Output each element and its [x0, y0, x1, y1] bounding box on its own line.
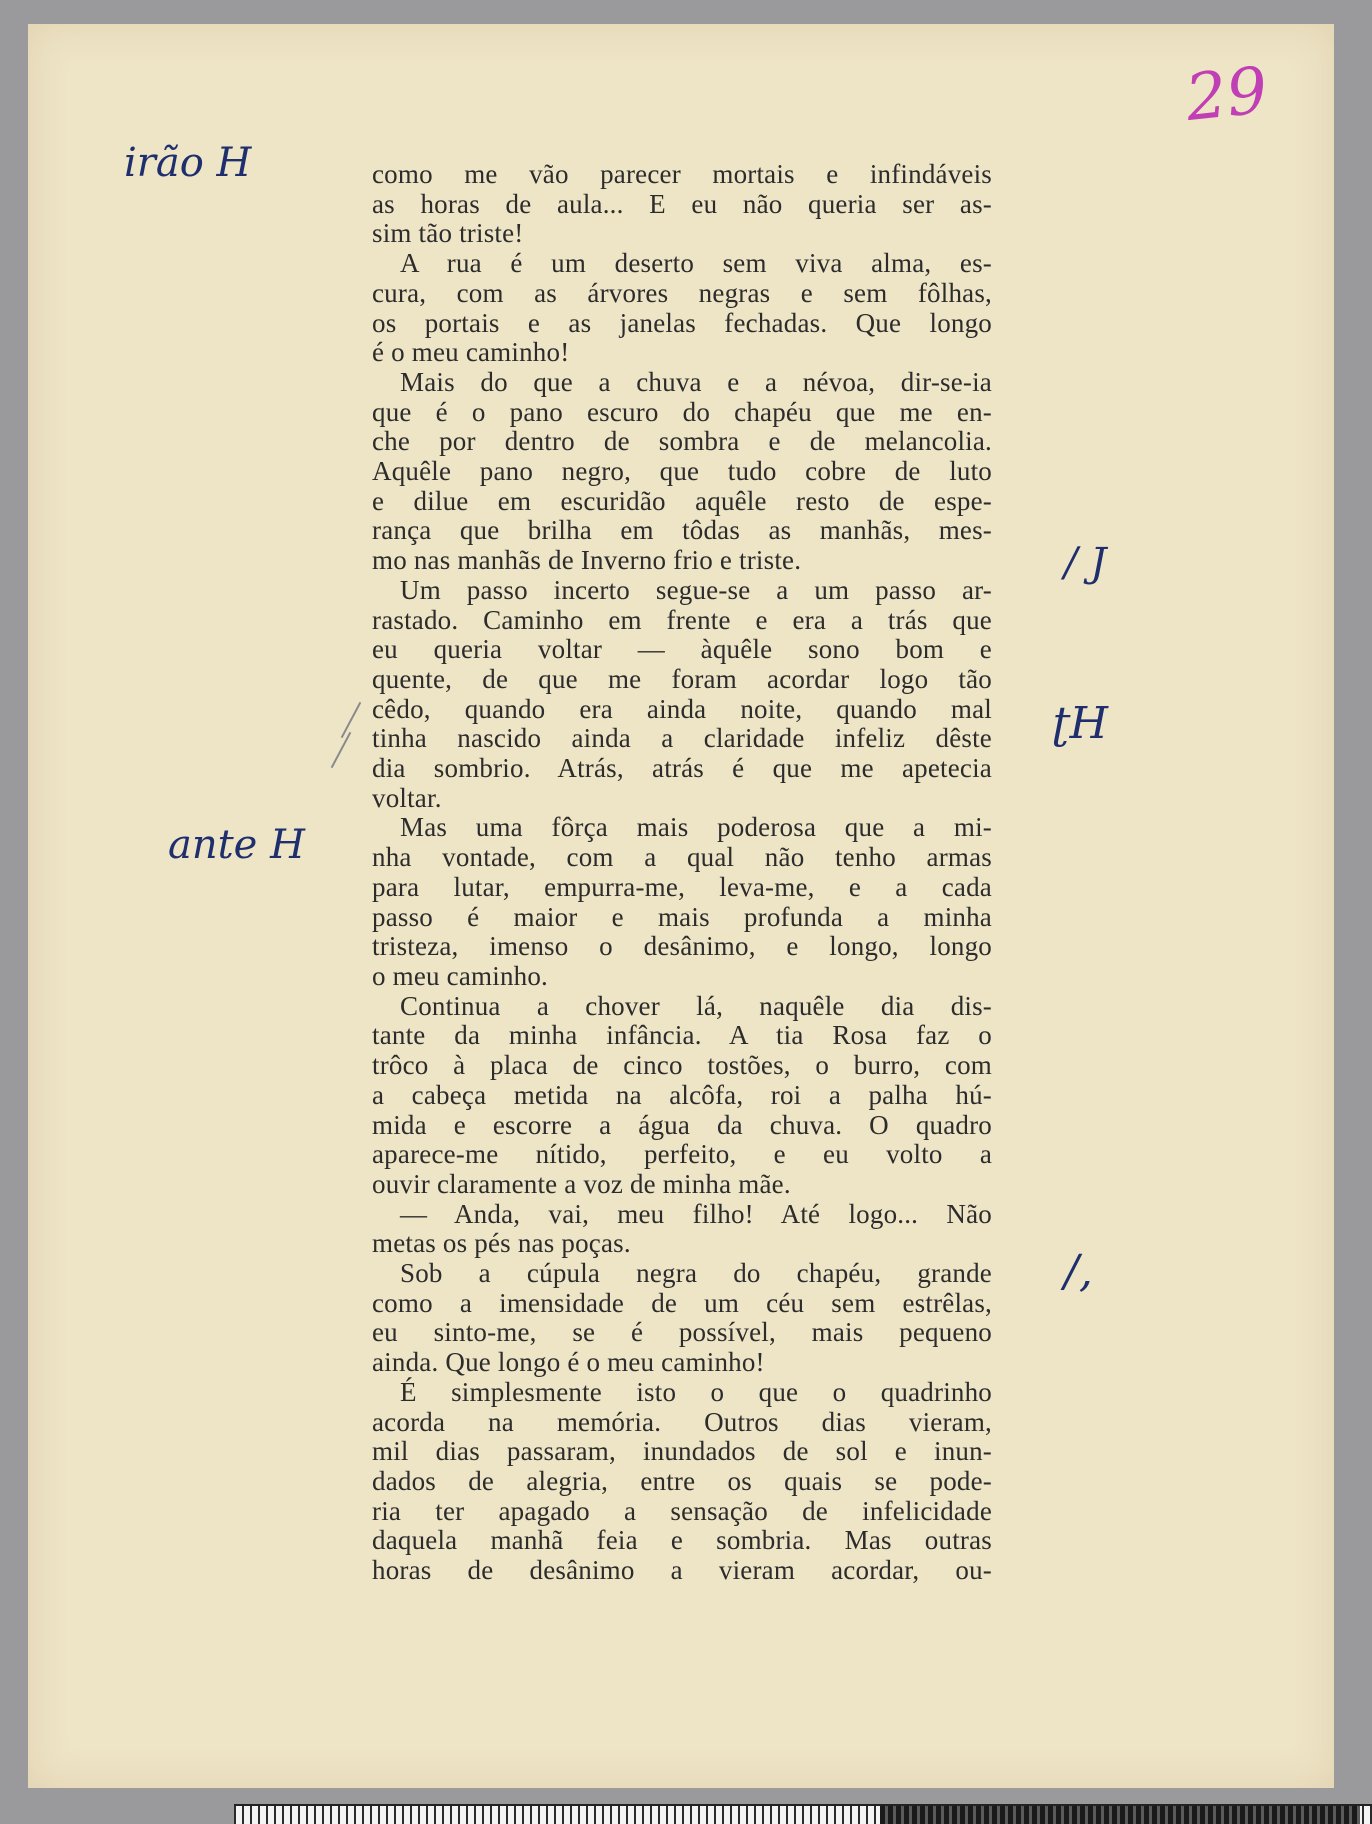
- text-line: tristeza, imenso o desânimo, e longo, longo: [372, 931, 992, 962]
- text-line: para lutar, empurra-me, leva-me, e a cada: [372, 871, 992, 902]
- text-line: A rua é um deserto sem viva alma, es-: [400, 248, 992, 279]
- page-number: 29: [1182, 53, 1272, 137]
- text-line: trôco à placa de cinco tostões, o burro, com: [372, 1050, 992, 1081]
- margin-note-i-j: / J: [1064, 540, 1107, 586]
- text-line: mo nas manhãs de Inverno frio e triste.: [372, 545, 802, 576]
- text-line: Um passo incerto segue-se a um passo ar-: [400, 574, 992, 605]
- text-line: rança que brilha em tôdas as manhãs, mes-: [372, 515, 992, 546]
- text-line: passo é maior e mais profunda a minha: [372, 901, 992, 932]
- text-line: daquela manhã feia e sombria. Mas outras: [372, 1525, 992, 1556]
- text-line: rastado. Caminho em frente e era a trás que: [372, 604, 992, 635]
- text-line: Mais do que a chuva e a névoa, dir-se-ia: [400, 366, 992, 397]
- margin-note-comma: /,: [1064, 1246, 1093, 1297]
- text-line: que é o pano escuro do chapéu que me en-: [372, 396, 992, 427]
- text-line: — Anda, vai, meu filho! Até logo... Não: [400, 1198, 992, 1229]
- margin-note-irao-h: irão H: [124, 140, 252, 186]
- text-line: Mas uma fôrça mais poderosa que a mi-: [400, 812, 992, 843]
- text-line: sim tão triste!: [372, 218, 524, 249]
- scan-ruler-dark-band: [880, 1806, 1360, 1824]
- text-line: os portais e as janelas fechadas. Que longo: [372, 307, 992, 338]
- body-text: [372, 160, 992, 1586]
- text-line: Sob a cúpula negra do chapéu, grande: [400, 1258, 992, 1289]
- text-line: dia sombrio. Atrás, atrás é que me apetecia: [372, 753, 992, 784]
- text-line: metas os pés nas poças.: [372, 1228, 631, 1259]
- text-line: horas de desânimo a vieram acordar, ou-: [372, 1555, 992, 1586]
- text-line: ouvir claramente a voz de minha mãe.: [372, 1168, 791, 1199]
- text-line: mida e escorre a água da chuva. O quadro: [372, 1109, 992, 1140]
- text-line: tinha nascido ainda a claridade infeliz dêste: [372, 723, 992, 754]
- text-line: é o meu caminho!: [372, 337, 570, 368]
- text-line: o meu caminho.: [372, 960, 549, 991]
- text-line: ainda. Que longo é o meu caminho!: [372, 1347, 765, 1378]
- text-line: eu sinto-me, se é possível, mais pequeno: [372, 1317, 992, 1348]
- text-line: nha vontade, com a qual não tenho armas: [372, 842, 992, 873]
- text-line: e dilue em escuridão aquêle resto de espe-: [372, 485, 992, 516]
- text-line: as horas de aula... E eu não queria ser as-: [372, 188, 992, 219]
- text-line: ria ter apagado a sensação de infelicidade: [372, 1495, 992, 1526]
- text-line: Continua a chover lá, naquêle dia dis-: [400, 990, 992, 1021]
- margin-note-th: ʈH: [1052, 698, 1109, 749]
- text-line: acorda na memória. Outros dias vieram,: [372, 1406, 992, 1437]
- text-line: dados de alegria, entre os quais se pode-: [372, 1465, 992, 1496]
- text-line: cêdo, quando era ainda noite, quando mal: [372, 693, 992, 724]
- text-line: a cabeça metida na alcôfa, roi a palha hú-: [372, 1079, 992, 1110]
- text-line: eu queria voltar — àquêle sono bom e: [372, 634, 992, 665]
- text-line: É simplesmente isto o que o quadrinho: [400, 1376, 992, 1407]
- text-line: che por dentro de sombra e de melancolia.: [372, 426, 992, 457]
- text-line: como a imensidade de um céu sem estrêlas,: [372, 1287, 992, 1318]
- text-line: tante da minha infância. A tia Rosa faz o: [372, 1020, 992, 1051]
- margin-note-ante-h: ante H: [168, 822, 305, 868]
- text-line: mil dias passaram, inundados de sol e inun-: [372, 1436, 992, 1467]
- text-line: quente, de que me foram acordar logo tão: [372, 663, 992, 694]
- text-line: aparece-me nítido, perfeito, e eu volto a: [372, 1139, 992, 1170]
- text-line: como me vão parecer mortais e infindáveis: [372, 159, 992, 189]
- text-line: Aquêle pano negro, que tudo cobre de luto: [372, 456, 992, 487]
- text-line: voltar.: [372, 782, 442, 813]
- text-line: cura, com as árvores negras e sem fôlhas,: [372, 277, 992, 308]
